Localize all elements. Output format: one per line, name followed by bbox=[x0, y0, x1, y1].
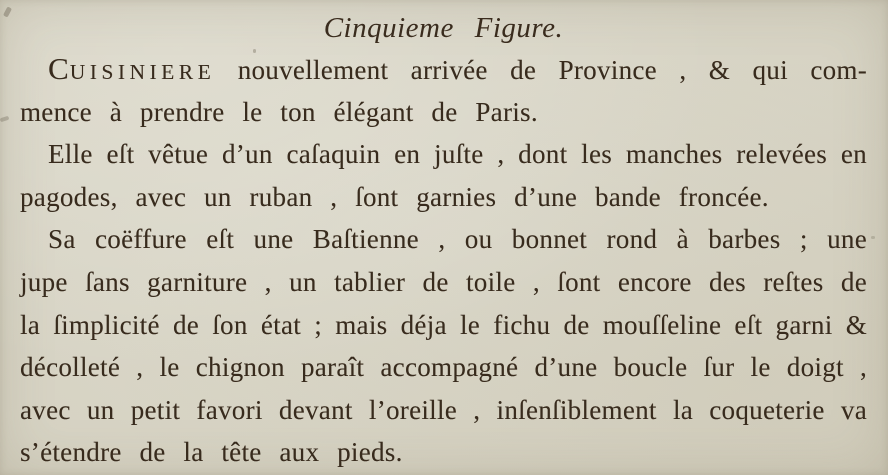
scan-speck bbox=[3, 6, 12, 17]
scan-speck bbox=[0, 116, 9, 123]
paragraph-3 bbox=[20, 218, 867, 474]
text-line: avec un petit favori devant l’oreille , inſenſiblement la coqueterie va bbox=[20, 394, 867, 425]
scan-speck bbox=[871, 236, 875, 239]
text-line: pagodes, avec un ruban , ſont garnies d’une bande froncée. bbox=[20, 181, 769, 212]
text-line: Sa coëffure eſt une Baſtienne , ou bonnet rond à barbes ; une bbox=[48, 224, 867, 255]
scan-speck bbox=[253, 49, 256, 53]
text-line bbox=[20, 48, 867, 91]
text-line: Elle eſt vêtue d’un caſaquin en juſte , dont les manches relevées en bbox=[48, 139, 867, 170]
text-line: jupe ſans garniture , un tablier de toile , ſont encore des reſtes de bbox=[20, 266, 867, 297]
text-line: décolleté , le chignon paraît accompagné d’une boucle ſur le doigt , bbox=[20, 352, 867, 383]
text-line: la ſimplicité de ſon état ; mais déja le fichu de mouſſeline eſt garni & bbox=[20, 309, 867, 340]
paragraph-2 bbox=[20, 133, 867, 218]
lead-smallcaps: UISINIERE bbox=[69, 60, 216, 84]
line-text: nouvellement arrivée de Province , & qui com- bbox=[215, 55, 867, 85]
text-line: s’étendre de la tête aux pieds. bbox=[20, 437, 403, 468]
text-line: mence à prendre le ton élégant de Paris. bbox=[20, 96, 538, 127]
figure-title: Cinquieme Figure. bbox=[323, 12, 564, 44]
lead-capital: C bbox=[48, 51, 70, 86]
paragraph-1 bbox=[20, 48, 867, 133]
